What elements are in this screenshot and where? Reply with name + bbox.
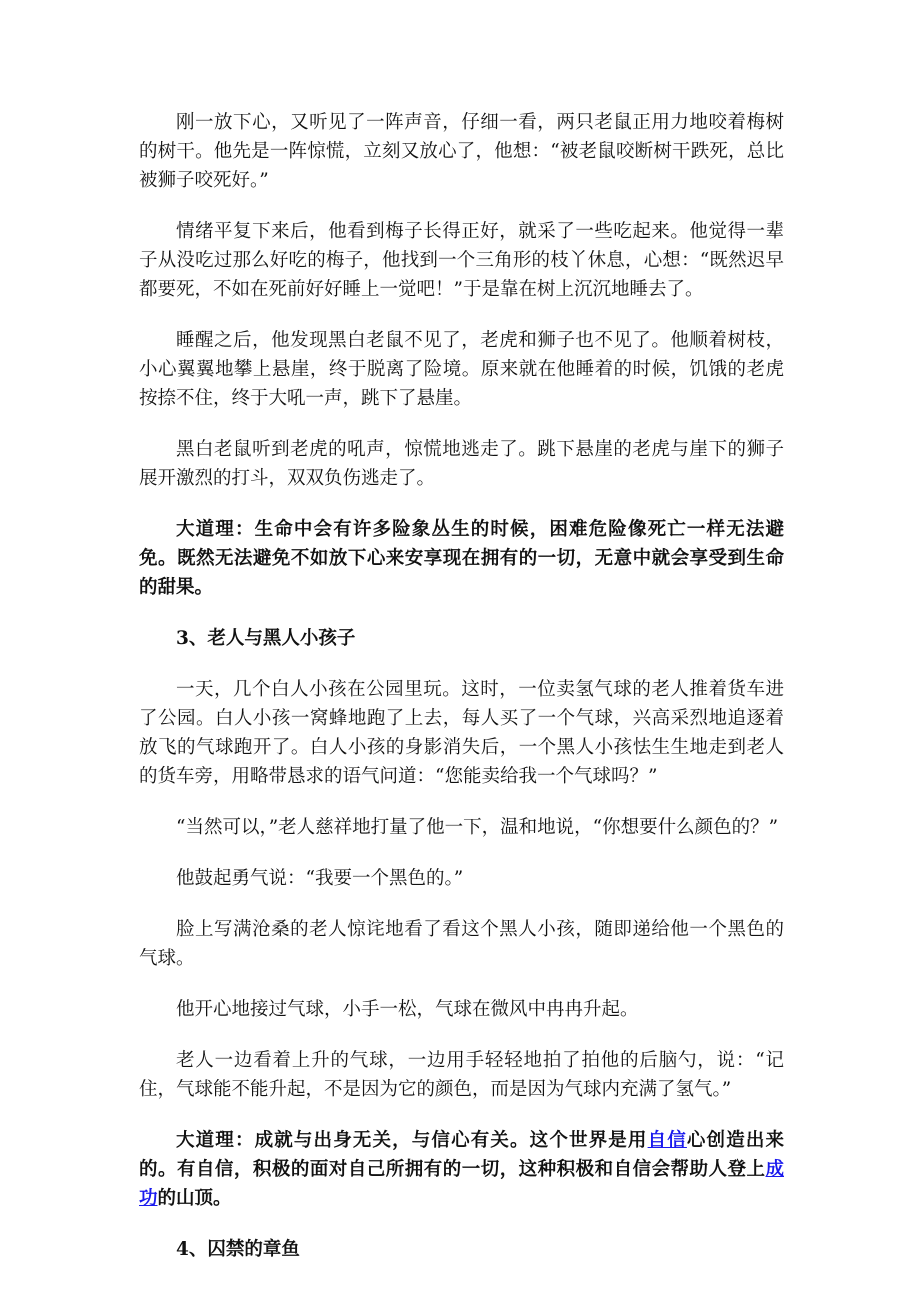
story-paragraph-5: 一天，几个白人小孩在公园里玩。这时，一位卖氢气球的老人推着货车进了公园。白人小孩一窝蜂地跑了上去，每人买了一个气球，兴高采烈地追逐着放飞的气球跑开了。白人小孩的身影消失后，一个黑人小孩怯生生地走到老人的货车旁，用略带恳求的语气问道：“您能卖给我一个气球吗？”	[139, 679, 784, 787]
moral-paragraph-story-3	[139, 1126, 784, 1213]
moral-paragraph-story-2: 大道理：生命中会有许多险象丛生的时候，困难危险像死亡一样无法避免。既然无法避免不如放下心来安享现在拥有的一切，无意中就会享受到生命的甜果。	[139, 519, 784, 598]
story-paragraph-10: 老人一边看着上升的气球，一边用手轻轻地拍了拍他的后脑勺，说：“记住，气球能不能升起，不是因为它的颜色，而是因为气球内充满了氢气。”	[139, 1050, 784, 1100]
moral-text-part-2: 心创造出来的。有自信，积极的面对自己所拥有的一切，这种积极和自信会帮助人登上	[139, 1130, 784, 1180]
story-paragraph-2: 情绪平复下来后，他看到梅子长得正好，就采了一些吃起来。他觉得一辈子从没吃过那么好吃的梅子，他找到一个三角形的枝丫休息，心想：“既然迟早都要死，不如在死前好好睡上一觉吧！”于是靠在树上沉沉地睡去了。	[139, 221, 784, 300]
link-self-confidence[interactable]: 自信	[647, 1130, 687, 1151]
document-page	[139, 108, 784, 1286]
story-paragraph-9: 他开心地接过气球，小手一松，气球在微风中冉冉升起。	[176, 999, 639, 1020]
moral-text-part-3: 的山顶。	[157, 1188, 232, 1209]
moral-text-part-1: 大道理：成就与出身无关，与信心有关。这个世界是用	[176, 1130, 648, 1151]
section-heading-4: 4、囚禁的章鱼	[176, 1239, 300, 1260]
story-paragraph-7: 他鼓起勇气说：“我要一个黑色的。”	[176, 868, 464, 889]
story-paragraph-6: “当然可以，”老人慈祥地打量了他一下，温和地说，“你想要什么颜色的？”	[176, 817, 779, 838]
section-heading-3: 3、老人与黑人小孩子	[176, 628, 356, 649]
story-paragraph-3: 睡醒之后，他发现黑白老鼠不见了，老虎和狮子也不见了。他顺着树枝，小心翼翼地攀上悬崖，终于脱离了险境。原来就在他睡着的时候，饥饿的老虎按捺不住，终于大吼一声，跳下了悬崖。	[139, 330, 784, 409]
link-success[interactable]: 成功	[139, 1159, 784, 1209]
story-paragraph-1: 刚一放下心，又听见了一阵声音，仔细一看，两只老鼠正用力地咬着梅树的树干。他先是一阵惊慌，立刻又放心了，他想：“被老鼠咬断树干跌死，总比被狮子咬死好。”	[139, 112, 784, 191]
story-paragraph-8: 脸上写满沧桑的老人惊诧地看了看这个黑人小孩，随即递给他一个黑色的气球。	[139, 919, 784, 969]
story-paragraph-4: 黑白老鼠听到老虎的吼声，惊慌地逃走了。跳下悬崖的老虎与崖下的狮子展开激烈的打斗，双双负伤逃走了。	[139, 439, 784, 489]
